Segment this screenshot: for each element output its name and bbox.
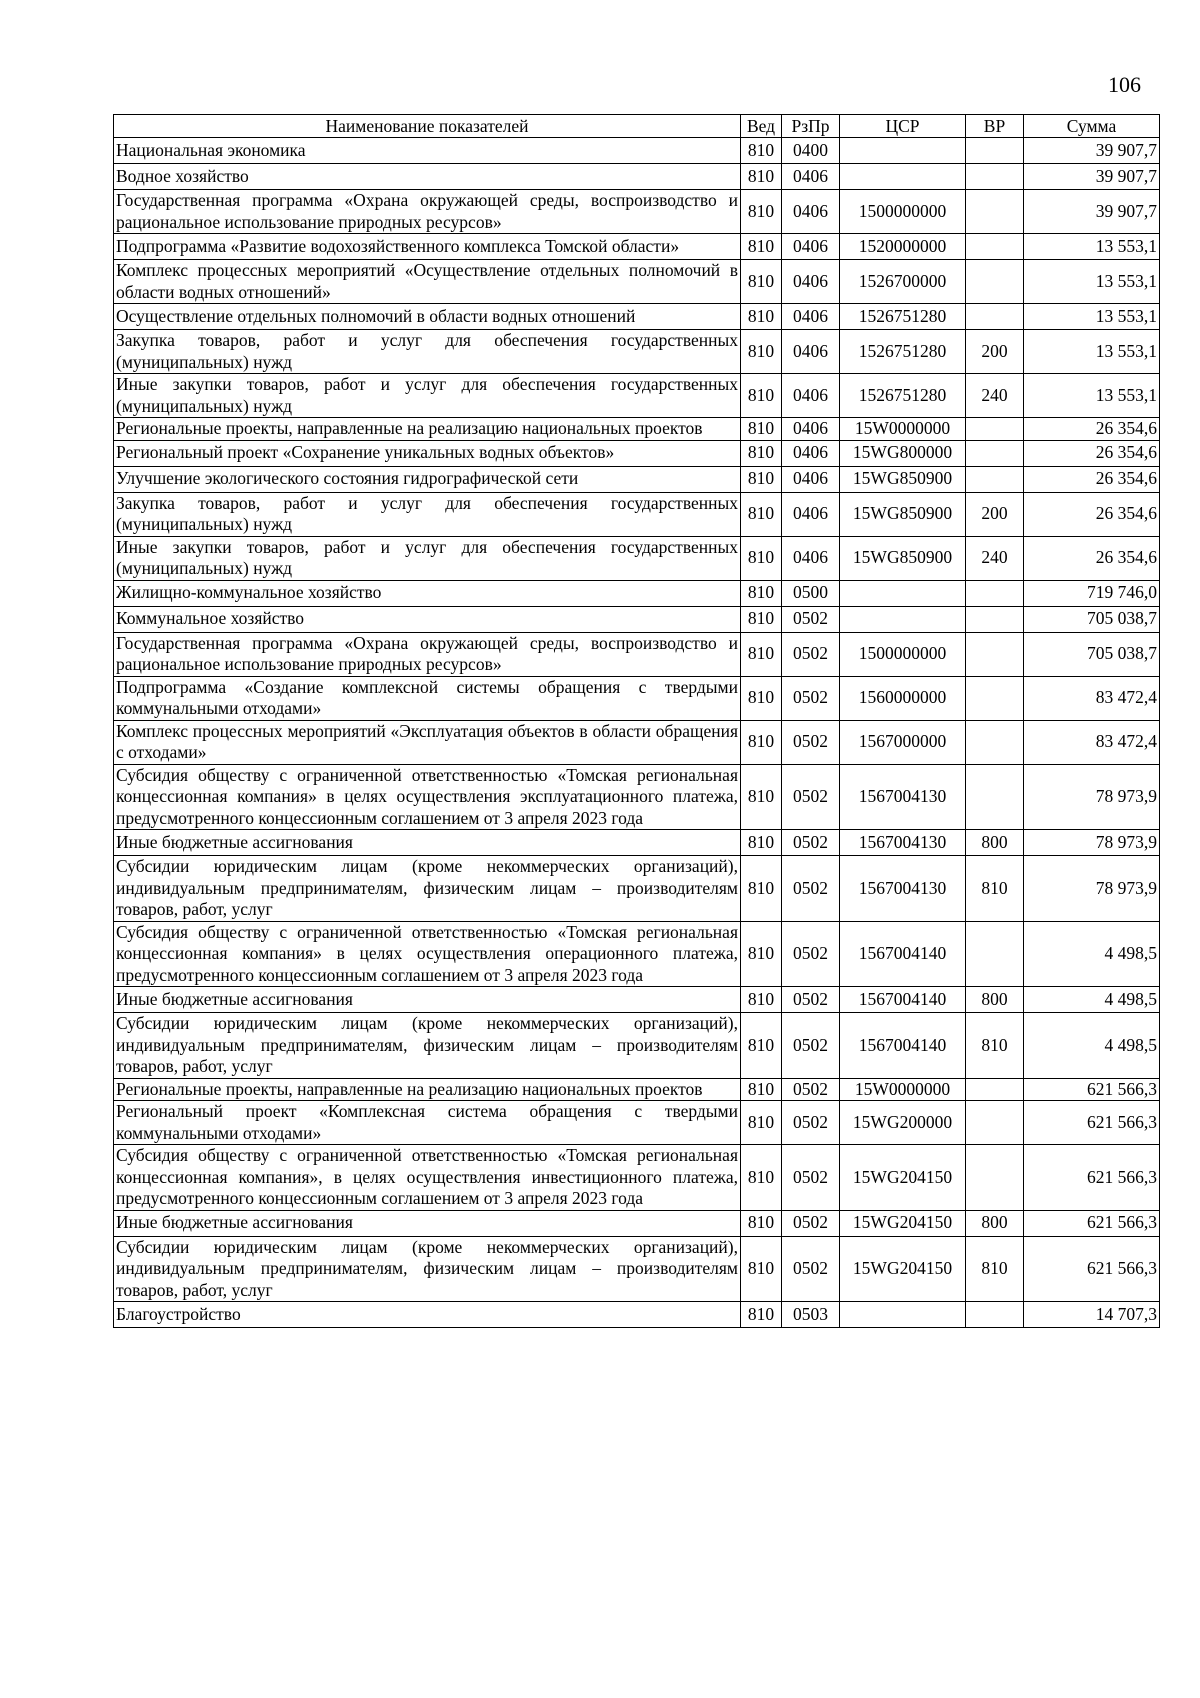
cell-rzpr: 0502 [782,921,840,987]
cell-rzpr: 0406 [782,492,840,536]
cell-rzpr: 0503 [782,1302,840,1328]
cell-name: Региональный проект «Сохранение уникальных водных объектов» [114,440,741,466]
cell-rzpr: 0500 [782,580,840,606]
cell-ved: 810 [741,632,782,676]
cell-sum: 83 472,4 [1024,676,1160,720]
cell-sum: 78 973,9 [1024,856,1160,922]
cell-csr [840,606,966,632]
cell-rzpr: 0502 [782,1078,840,1101]
cell-name: Благоустройство [114,1302,741,1328]
cell-sum: 78 973,9 [1024,830,1160,856]
cell-name: Улучшение экологического состояния гидрографической сети [114,466,741,492]
header-sum: Сумма [1024,115,1160,138]
cell-sum: 4 498,5 [1024,1013,1160,1079]
cell-vr [966,720,1024,764]
cell-sum: 705 038,7 [1024,606,1160,632]
cell-name: Комплекс процессных мероприятий «Эксплуатация объектов в области обращения с отходами» [114,720,741,764]
header-rzpr: РзПр [782,115,840,138]
table-row [114,1078,1160,1101]
cell-rzpr: 0406 [782,234,840,260]
cell-rzpr: 0406 [782,536,840,580]
cell-rzpr: 0502 [782,987,840,1013]
cell-vr [966,190,1024,234]
header-csr: ЦСР [840,115,966,138]
cell-ved: 810 [741,466,782,492]
cell-name: Государственная программа «Охрана окружающей среды, воспроизводство и рациональное использование природных ресурсов» [114,190,741,234]
cell-sum: 26 354,6 [1024,418,1160,441]
cell-vr [966,606,1024,632]
cell-ved: 810 [741,492,782,536]
cell-name: Субсидия обществу с ограниченной ответственностью «Томская региональная концессионная компания» в целях осуществления эксплуатационного платежа, предусмотренного концессионным соглашением от 3 апреля 2023 года [114,764,741,830]
cell-sum: 13 553,1 [1024,304,1160,330]
cell-rzpr: 0502 [782,606,840,632]
cell-ved: 810 [741,330,782,374]
table-row [114,1101,1160,1145]
cell-name: Подпрограмма «Развитие водохозяйственного комплекса Томской области» [114,234,741,260]
cell-name: Иные бюджетные ассигнования [114,987,741,1013]
page-number: 106 [1108,72,1141,97]
cell-csr: 15WG200000 [840,1101,966,1145]
cell-ved: 810 [741,164,782,190]
budget-table [113,114,1160,1328]
cell-sum: 13 553,1 [1024,330,1160,374]
cell-ved: 810 [741,260,782,304]
cell-csr [840,580,966,606]
cell-sum: 39 907,7 [1024,138,1160,164]
cell-csr: 1526751280 [840,374,966,418]
cell-vr [966,138,1024,164]
cell-ved: 810 [741,304,782,330]
cell-vr: 810 [966,1013,1024,1079]
cell-ved: 810 [741,830,782,856]
table-row [114,164,1160,190]
cell-csr: 1567004140 [840,1013,966,1079]
cell-vr [966,1101,1024,1145]
cell-csr: 15WG850900 [840,536,966,580]
cell-name: Жилищно-коммунальное хозяйство [114,580,741,606]
cell-rzpr: 0406 [782,330,840,374]
cell-rzpr: 0406 [782,466,840,492]
cell-ved: 810 [741,1210,782,1236]
cell-csr: 15W0000000 [840,1078,966,1101]
cell-sum: 4 498,5 [1024,987,1160,1013]
cell-sum: 13 553,1 [1024,374,1160,418]
cell-rzpr: 0502 [782,1101,840,1145]
cell-name: Национальная экономика [114,138,741,164]
cell-name: Закупка товаров, работ и услуг для обеспечения государственных (муниципальных) нужд [114,330,741,374]
cell-csr: 1526751280 [840,330,966,374]
cell-ved: 810 [741,764,782,830]
table-row [114,921,1160,987]
cell-sum: 26 354,6 [1024,492,1160,536]
cell-csr [840,164,966,190]
cell-rzpr: 0502 [782,1210,840,1236]
cell-vr: 800 [966,1210,1024,1236]
cell-vr: 240 [966,374,1024,418]
cell-ved: 810 [741,1013,782,1079]
table-row [114,1145,1160,1211]
cell-vr [966,764,1024,830]
table-row [114,1013,1160,1079]
cell-sum: 13 553,1 [1024,234,1160,260]
cell-name: Коммунальное хозяйство [114,606,741,632]
cell-rzpr: 0400 [782,138,840,164]
cell-vr: 810 [966,856,1024,922]
cell-sum: 621 566,3 [1024,1101,1160,1145]
cell-ved: 810 [741,1101,782,1145]
cell-sum: 26 354,6 [1024,536,1160,580]
cell-ved: 810 [741,676,782,720]
cell-sum: 4 498,5 [1024,921,1160,987]
cell-vr [966,466,1024,492]
cell-vr: 240 [966,536,1024,580]
table-row [114,1210,1160,1236]
cell-sum: 39 907,7 [1024,164,1160,190]
table-row [114,632,1160,676]
cell-ved: 810 [741,606,782,632]
cell-rzpr: 0502 [782,1236,840,1302]
cell-ved: 810 [741,440,782,466]
cell-vr: 800 [966,830,1024,856]
cell-name: Комплекс процессных мероприятий «Осуществление отдельных полномочий в области водных отношений» [114,260,741,304]
cell-sum: 621 566,3 [1024,1145,1160,1211]
cell-csr: 15WG850900 [840,492,966,536]
cell-csr: 1567004140 [840,987,966,1013]
cell-vr [966,1145,1024,1211]
table-row [114,987,1160,1013]
table-row [114,580,1160,606]
cell-sum: 26 354,6 [1024,466,1160,492]
cell-rzpr: 0502 [782,1013,840,1079]
cell-rzpr: 0502 [782,764,840,830]
cell-ved: 810 [741,536,782,580]
cell-csr: 1567004130 [840,830,966,856]
cell-csr: 15WG204150 [840,1210,966,1236]
cell-csr: 15WG800000 [840,440,966,466]
cell-csr: 1567000000 [840,720,966,764]
cell-sum: 39 907,7 [1024,190,1160,234]
cell-vr [966,676,1024,720]
cell-csr: 15WG204150 [840,1145,966,1211]
cell-vr [966,1078,1024,1101]
table-row [114,330,1160,374]
cell-vr [966,921,1024,987]
table-row [114,1236,1160,1302]
cell-vr [966,418,1024,441]
cell-csr: 1526700000 [840,260,966,304]
cell-rzpr: 0406 [782,260,840,304]
cell-sum: 621 566,3 [1024,1210,1160,1236]
cell-rzpr: 0502 [782,720,840,764]
cell-name: Субсидии юридическим лицам (кроме некоммерческих организаций), индивидуальным предпринимателям, физическим лицам – производителям товаров, работ, услуг [114,1013,741,1079]
cell-name: Иные закупки товаров, работ и услуг для обеспечения государственных (муниципальных) нужд [114,374,741,418]
cell-csr [840,1302,966,1328]
cell-rzpr: 0502 [782,856,840,922]
cell-csr: 1520000000 [840,234,966,260]
cell-name: Субсидии юридическим лицам (кроме некоммерческих организаций), индивидуальным предпринимателям, физическим лицам – производителям товаров, работ, услуг [114,1236,741,1302]
cell-ved: 810 [741,1145,782,1211]
cell-sum: 83 472,4 [1024,720,1160,764]
cell-vr [966,1302,1024,1328]
cell-rzpr: 0406 [782,374,840,418]
table-row [114,304,1160,330]
cell-rzpr: 0502 [782,1145,840,1211]
cell-ved: 810 [741,1078,782,1101]
cell-name: Иные бюджетные ассигнования [114,1210,741,1236]
cell-rzpr: 0406 [782,304,840,330]
cell-vr [966,440,1024,466]
table-row [114,492,1160,536]
table-body [114,138,1160,1328]
cell-name: Субсидия обществу с ограниченной ответственностью «Томская региональная концессионная компания», в целях осуществления инвестиционного платежа, предусмотренного концессионным соглашением от 3 апреля 2023 года [114,1145,741,1211]
cell-csr: 1567004140 [840,921,966,987]
table-row [114,138,1160,164]
table-row [114,234,1160,260]
cell-ved: 810 [741,1302,782,1328]
cell-ved: 810 [741,138,782,164]
cell-csr: 1526751280 [840,304,966,330]
table-row [114,856,1160,922]
cell-name: Региональные проекты, направленные на реализацию национальных проектов [114,418,741,441]
table-row [114,466,1160,492]
cell-ved: 810 [741,374,782,418]
table-row [114,440,1160,466]
cell-vr [966,304,1024,330]
cell-sum: 719 746,0 [1024,580,1160,606]
table-row [114,418,1160,441]
cell-name: Водное хозяйство [114,164,741,190]
cell-vr [966,580,1024,606]
cell-ved: 810 [741,720,782,764]
table-row [114,374,1160,418]
cell-rzpr: 0406 [782,190,840,234]
cell-ved: 810 [741,234,782,260]
cell-ved: 810 [741,418,782,441]
table-row [114,260,1160,304]
cell-vr: 800 [966,987,1024,1013]
header-vr: ВР [966,115,1024,138]
table-row [114,190,1160,234]
table-row [114,830,1160,856]
cell-rzpr: 0502 [782,676,840,720]
cell-vr: 810 [966,1236,1024,1302]
cell-rzpr: 0502 [782,830,840,856]
cell-csr: 15WG204150 [840,1236,966,1302]
cell-sum: 78 973,9 [1024,764,1160,830]
cell-vr: 200 [966,492,1024,536]
cell-sum: 705 038,7 [1024,632,1160,676]
cell-name: Субсидии юридическим лицам (кроме некоммерческих организаций), индивидуальным предпринимателям, физическим лицам – производителям товаров, работ, услуг [114,856,741,922]
cell-csr: 1500000000 [840,632,966,676]
cell-vr [966,632,1024,676]
cell-vr [966,234,1024,260]
cell-sum: 26 354,6 [1024,440,1160,466]
cell-name: Региональные проекты, направленные на реализацию национальных проектов [114,1078,741,1101]
cell-ved: 810 [741,580,782,606]
cell-name: Государственная программа «Охрана окружающей среды, воспроизводство и рациональное использование природных ресурсов» [114,632,741,676]
table-row [114,676,1160,720]
table-row [114,536,1160,580]
cell-csr [840,138,966,164]
cell-rzpr: 0406 [782,418,840,441]
cell-csr: 15WG850900 [840,466,966,492]
cell-vr [966,260,1024,304]
cell-name: Иные бюджетные ассигнования [114,830,741,856]
table-row [114,1302,1160,1328]
cell-vr [966,164,1024,190]
cell-ved: 810 [741,921,782,987]
cell-sum: 13 553,1 [1024,260,1160,304]
cell-name: Подпрограмма «Создание комплексной системы обращения с твердыми коммунальными отходами» [114,676,741,720]
cell-sum: 621 566,3 [1024,1236,1160,1302]
cell-name: Иные закупки товаров, работ и услуг для обеспечения государственных (муниципальных) нужд [114,536,741,580]
cell-name: Региональный проект «Комплексная система обращения с твердыми коммунальными отходами» [114,1101,741,1145]
header-ved: Вед [741,115,782,138]
table-header-row [114,115,1160,138]
cell-rzpr: 0502 [782,632,840,676]
header-name: Наименование показателей [114,115,741,138]
table-row [114,764,1160,830]
cell-sum: 621 566,3 [1024,1078,1160,1101]
cell-csr: 1567004130 [840,856,966,922]
cell-csr: 1500000000 [840,190,966,234]
cell-sum: 14 707,3 [1024,1302,1160,1328]
cell-name: Субсидия обществу с ограниченной ответственностью «Томская региональная концессионная компания» в целях осуществления операционного платежа, предусмотренного концессионным соглашением от 3 апреля 2023 года [114,921,741,987]
cell-name: Осуществление отдельных полномочий в области водных отношений [114,304,741,330]
cell-ved: 810 [741,987,782,1013]
cell-name: Закупка товаров, работ и услуг для обеспечения государственных (муниципальных) нужд [114,492,741,536]
table-row [114,606,1160,632]
cell-ved: 810 [741,856,782,922]
cell-rzpr: 0406 [782,440,840,466]
table-row [114,720,1160,764]
cell-ved: 810 [741,190,782,234]
cell-csr: 1567004130 [840,764,966,830]
cell-vr: 200 [966,330,1024,374]
cell-csr: 1560000000 [840,676,966,720]
cell-rzpr: 0406 [782,164,840,190]
cell-ved: 810 [741,1236,782,1302]
cell-csr: 15W0000000 [840,418,966,441]
